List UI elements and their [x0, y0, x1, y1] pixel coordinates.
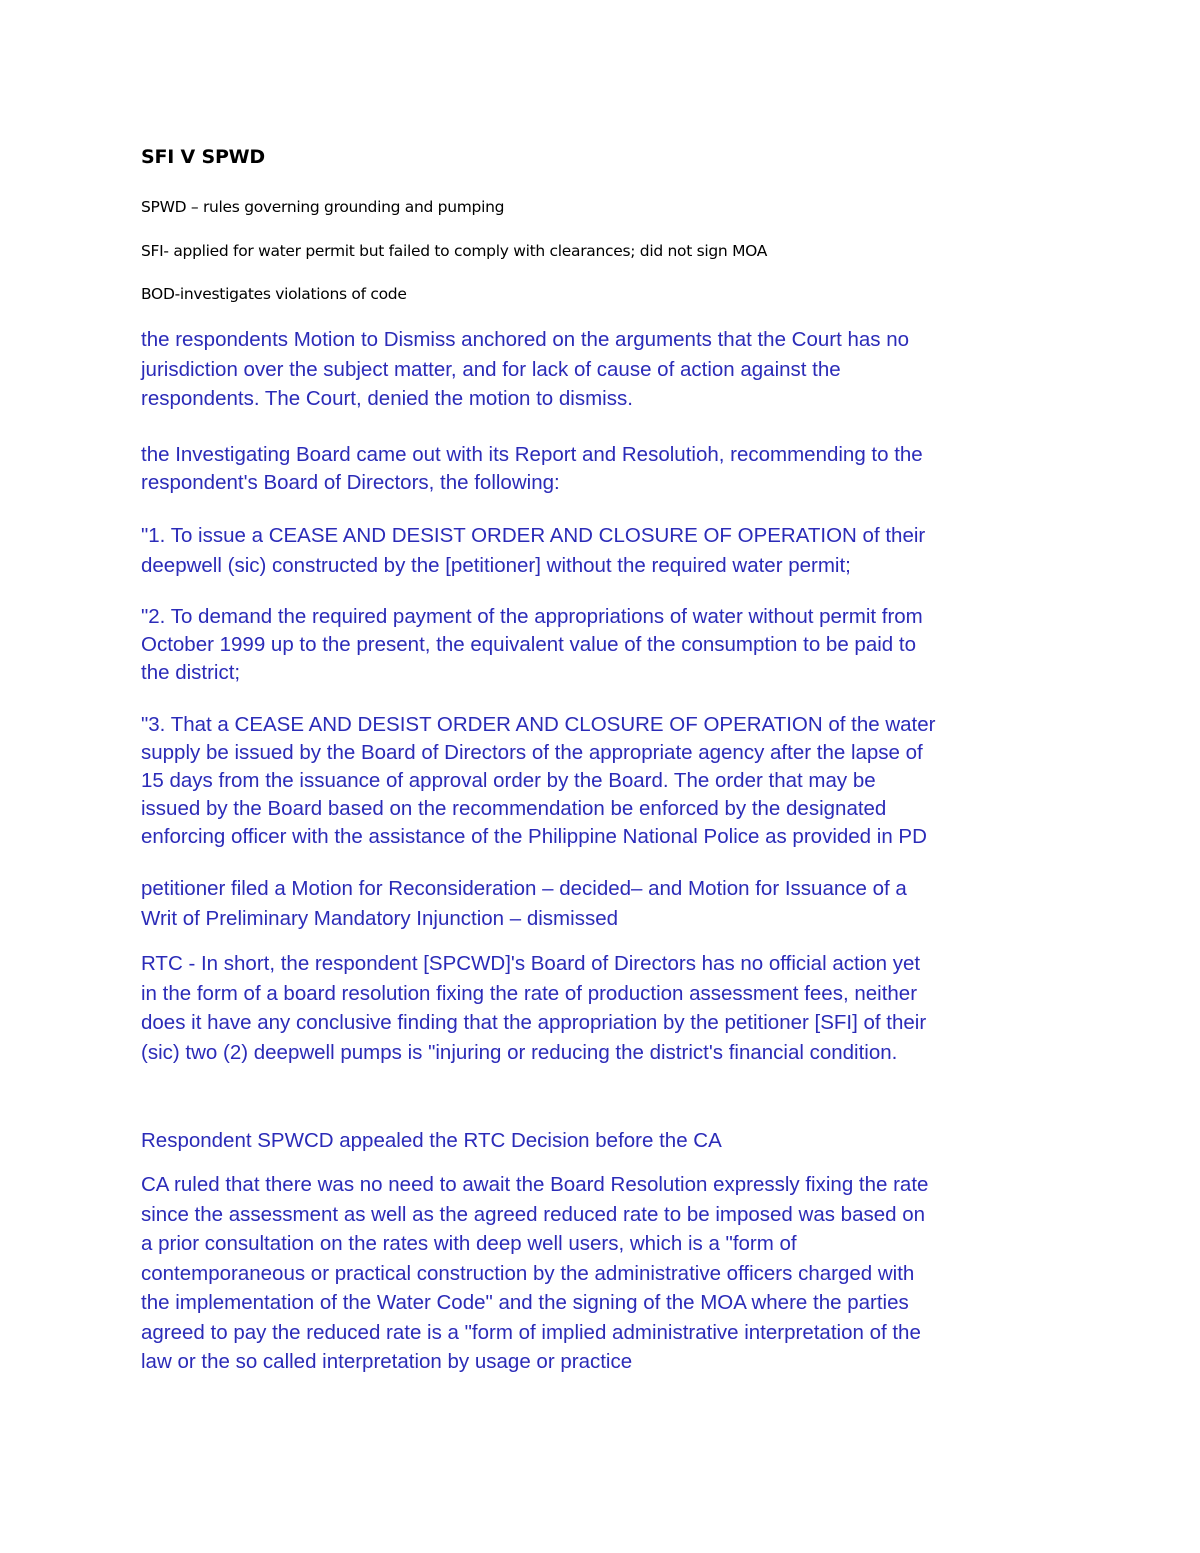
- paragraph-line: in the form of a board resolution fixing the rate of production assessment fees, neither: [141, 981, 918, 1005]
- paragraph-item-3: [141, 711, 936, 851]
- note-spwd: SPWD – rules governing grounding and pumping: [141, 198, 505, 216]
- note-bod: BOD-investigates violations of code: [141, 285, 407, 303]
- paragraph-ca-ruling: [141, 1170, 928, 1377]
- paragraph-line: contemporaneous or practical construction by the administrative officers charged with: [141, 1261, 915, 1285]
- paragraph-line: the Investigating Board came out with its Report and Resolutioh, recommending to the: [141, 443, 923, 466]
- paragraph-line: deepwell (sic) constructed by the [petitioner] without the required water permit;: [141, 553, 851, 577]
- paragraph-line: October 1999 up to the present, the equivalent value of the consumption to be paid to: [141, 633, 916, 656]
- paragraph-motion-to-dismiss: [141, 325, 909, 414]
- paragraph-line: supply be issued by the Board of Directors of the appropriate agency after the lapse of: [141, 741, 923, 764]
- paragraph-line: agreed to pay the reduced rate is a "form of implied administrative interpretation of the: [141, 1320, 921, 1344]
- paragraph-line: petitioner filed a Motion for Reconsideration – decided– and Motion for Issuance of a: [141, 877, 907, 900]
- paragraph-spwcd-appeal: [141, 1126, 722, 1156]
- paragraph-line: a prior consultation on the rates with deep well users, which is a "form of: [141, 1232, 797, 1255]
- paragraph-line: RTC - In short, the respondent [SPCWD]'s Board of Directors has no official action yet: [141, 952, 921, 975]
- paragraph-line: since the assessment as well as the agreed reduced rate to be imposed was based on: [141, 1202, 926, 1226]
- paragraph-line: Writ of Preliminary Mandatory Injunction – dismissed: [141, 906, 618, 930]
- document-title: SFI V SPWD: [141, 146, 266, 168]
- note-sfi: SFI- applied for water permit but failed to comply with clearances; did not sign MOA: [141, 242, 768, 260]
- paragraph-line: 15 days from the issuance of approval order by the Board. The order that may be: [141, 769, 876, 792]
- paragraph-line: "1. To issue a CEASE AND DESIST ORDER AND CLOSURE OF OPERATION of their: [141, 524, 926, 547]
- paragraph-line: the respondents Motion to Dismiss anchored on the arguments that the Court has no: [141, 328, 910, 351]
- paragraph-item-1: [141, 521, 925, 580]
- paragraph-line: (sic) two (2) deepwell pumps is "injuring or reducing the district's financial condition.: [141, 1040, 898, 1064]
- paragraph-line: jurisdiction over the subject matter, and for lack of cause of action against the: [141, 357, 841, 381]
- paragraph-petitioner-motion: [141, 874, 907, 933]
- paragraph-line: "3. That a CEASE AND DESIST ORDER AND CLOSURE OF OPERATION of the water: [141, 713, 936, 736]
- paragraph-line: CA ruled that there was no need to await the Board Resolution expressly fixing the rate: [141, 1173, 929, 1196]
- paragraph-investigating-board: [141, 441, 923, 497]
- paragraph-line: issued by the Board based on the recommendation be enforced by the designated: [141, 797, 887, 820]
- paragraph-line: law or the so called interpretation by usage or practice: [141, 1350, 633, 1373]
- paragraph-line: "2. To demand the required payment of the appropriations of water without permit from: [141, 605, 923, 628]
- paragraph-line: respondents. The Court, denied the motion to dismiss.: [141, 387, 633, 410]
- paragraph-line: does it have any conclusive finding that the appropriation by the petitioner [SFI] of their: [141, 1011, 927, 1034]
- paragraph-line: Respondent SPWCD appealed the RTC Decision before the CA: [141, 1129, 722, 1152]
- paragraph-line: respondent's Board of Directors, the following:: [141, 471, 560, 494]
- paragraph-line: enforcing officer with the assistance of the Philippine National Police as provided in PD: [141, 825, 927, 848]
- paragraph-item-2: [141, 603, 923, 687]
- paragraph-line: the implementation of the Water Code" and the signing of the MOA where the parties: [141, 1291, 909, 1314]
- paragraph-line: the district;: [141, 661, 241, 684]
- paragraph-rtc-ruling: [141, 949, 926, 1067]
